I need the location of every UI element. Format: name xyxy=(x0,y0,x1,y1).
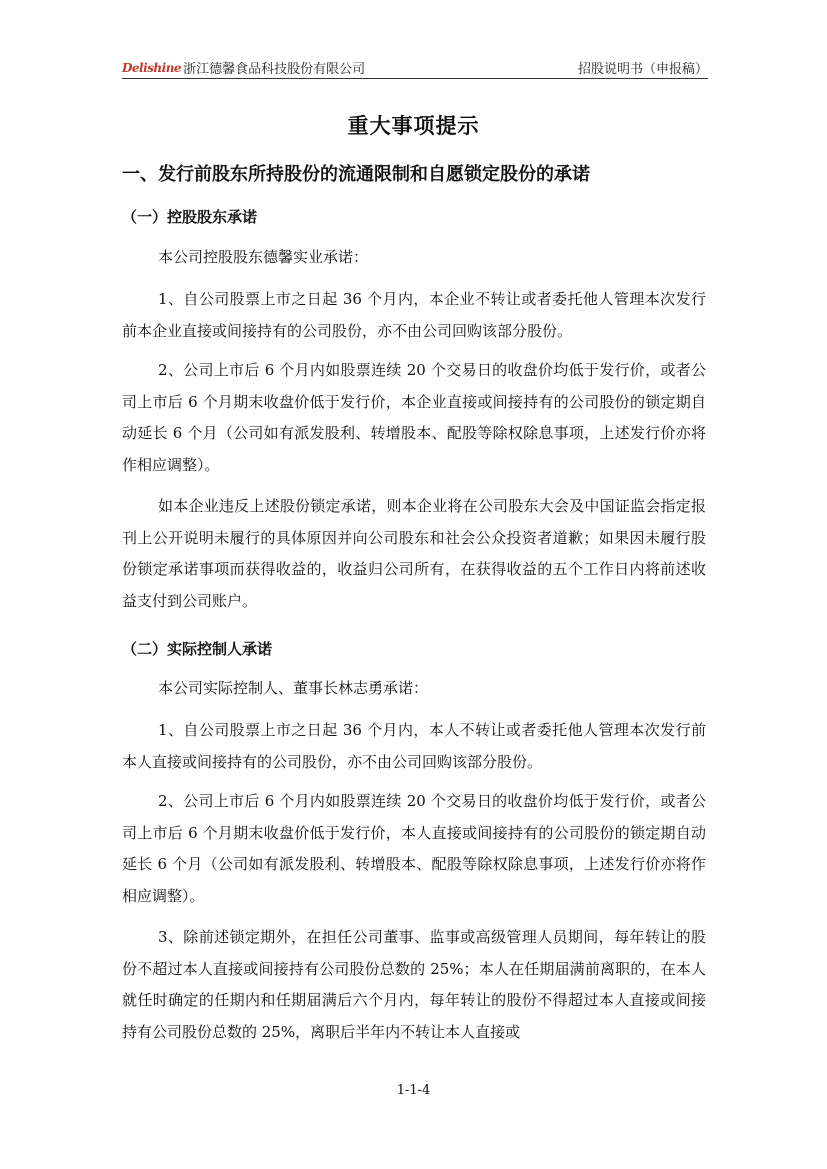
section-heading: 一、发行前股东所持股份的流通限制和自愿锁定股份的承诺 xyxy=(122,164,590,185)
paragraph: 本公司控股股东德馨实业承诺： xyxy=(158,248,369,266)
page-number: 1-1-4 xyxy=(396,1083,431,1098)
page-header xyxy=(122,58,708,79)
company-name: 浙江德馨食品科技股份有限公司 xyxy=(183,62,366,77)
paragraph: 3、除前述锁定期外，在担任公司董事、监事或高级管理人员期间，每年转让的股份不超过本人直接或间接持有公司股份总数的 25%；本人在任期届满前离职的，在本人就任时确定的任期内和任期届满后六个月内，每年转让的股份不得超过本人直接或间接持有公司股份总数的 25%，离职后半年内不转让本人直接或 xyxy=(122,928,706,1041)
document-type: 招股说明书（申报稿） xyxy=(577,62,708,77)
paragraph: 2、公司上市后 6 个月内如股票连续 20 个交易日的收盘价均低于发行价，或者公司上市后 6 个月期末收盘价低于发行价，本企业直接或间接持有的公司股份的锁定期自动延长 6 个月（公司如有派发股利、转增股本、配股等除权除息事项，上述发行价亦将作相应调整）。 xyxy=(122,361,706,474)
paragraph: 1、自公司股票上市之日起 36 个月内，本企业不转让或者委托他人管理本次发行前本企业直接或间接持有的公司股份，亦不由公司回购该部分股份。 xyxy=(122,290,706,340)
paragraph: 1、自公司股票上市之日起 36 个月内，本人不转让或者委托他人管理本次发行前本人直接或间接持有的公司股份，亦不由公司回购该部分股份。 xyxy=(122,721,706,771)
paragraph: 2、公司上市后 6 个月内如股票连续 20 个交易日的收盘价均低于发行价，或者公司上市后 6 个月期末收盘价低于发行价，本人直接或间接持有的公司股份的锁定期自动延长 6 个月（公司如有派发股利、转增股本、配股等除权除息事项，上述发行价亦将作相应调整）。 xyxy=(122,792,706,905)
subsection-heading-actual-controller: （二）实际控制人承诺 xyxy=(122,640,273,658)
paragraph: 本公司实际控制人、董事长林志勇承诺： xyxy=(158,679,429,697)
company-logo: Delishine xyxy=(122,60,182,75)
paragraph: 如本企业违反上述股份锁定承诺，则本企业将在公司股东大会及中国证监会指定报刊上公开说明未履行的具体原因并向公司股东和社会公众投资者道歉；如果因未履行股份锁定承诺事项而获得收益的，收益归公司所有，在获得收益的五个工作日内将前述收益支付到公司账户。 xyxy=(122,497,706,610)
page-title: 重大事项提示 xyxy=(347,113,480,138)
subsection-heading-controlling-shareholder: （一）控股股东承诺 xyxy=(122,208,258,226)
header-left xyxy=(122,58,365,77)
